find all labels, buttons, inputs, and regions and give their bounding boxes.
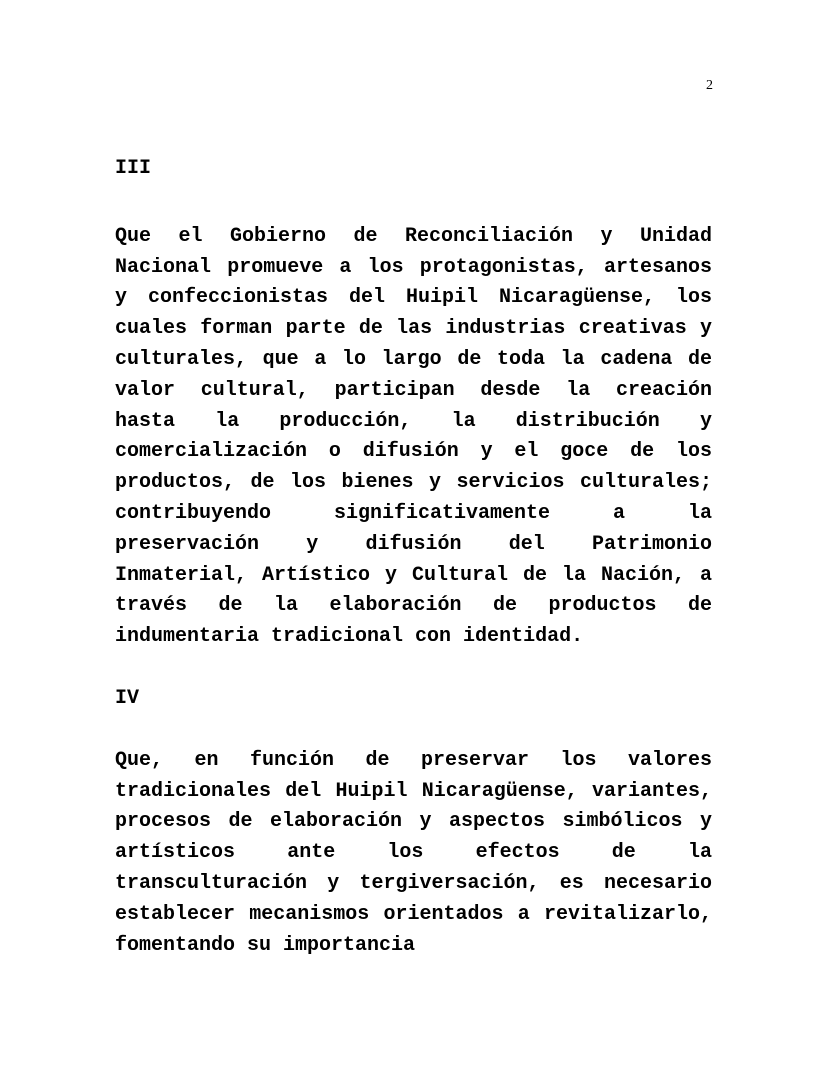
section-heading-iii: III bbox=[115, 157, 152, 180]
section-heading-iv: IV bbox=[115, 686, 140, 710]
section-paragraph-iv: Que, en función de preservar los valores tradicionales del Huipil Nicaragüense, variantes, procesos de elaboración y aspectos simbólicos y artísticos ante los efectos de la transculturación y tergiversación, es necesario establecer mecanismos orientados a revitalizarlo, fomentando su importancia bbox=[115, 748, 712, 957]
document-body bbox=[115, 154, 712, 961]
section-paragraph-iii: Que el Gobierno de Reconciliación y Unidad Nacional promueve a los protagonistas, artesanos y confeccionistas del Huipil Nicaragüense, los cuales forman parte de las industrias creativas y culturales, que a lo largo de toda la cadena de valor cultural, participan desde la creación hasta la producción, la distribución y comercialización o difusión y el goce de los productos, de los bienes y servicios culturales; contribuyendo significativamente a la preservación y difusión del Patrimonio Inmaterial, Artístico y Cultural de la Nación, a través de la elaboración de productos de indumentaria tradicional con identidad. bbox=[115, 224, 712, 649]
page-number: 2 bbox=[706, 78, 713, 93]
